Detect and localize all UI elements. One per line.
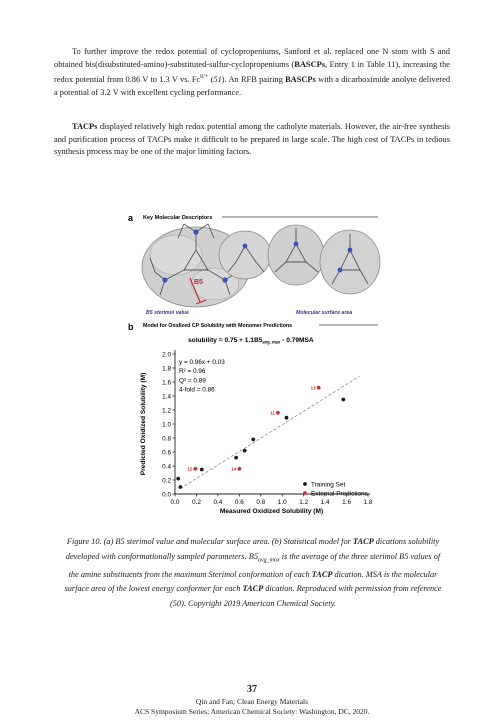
- text-run: , Entry 1 in Table 11), increasing the redox potential from 0.86 V to 1.3 V vs. Fc: [54, 59, 450, 84]
- figure-caption: [62, 535, 444, 612]
- reference: 51: [213, 74, 222, 84]
- legend-training-marker: [303, 482, 307, 486]
- legend-external-marker: [303, 491, 307, 495]
- superscript: 0/+: [200, 74, 209, 81]
- text-run: (: [208, 74, 214, 84]
- y-tick-label: 0.0: [162, 491, 171, 499]
- panel-b-letter: b: [128, 322, 134, 332]
- y-tick-label: 1.0: [162, 421, 171, 429]
- external-point-label: 12: [187, 466, 193, 472]
- training-point: [243, 449, 247, 453]
- legend-training-label: Training Set: [311, 481, 346, 489]
- y-tick-label: 0.4: [162, 463, 171, 471]
- x-axis-label: Measured Oxidized Solubility (M): [219, 508, 324, 515]
- caption-text: dications solubility developed with conformationally sampled parameters. B5: [65, 537, 440, 561]
- footer-publisher: ACS Symposium Series; American Chemical Society: Washington, DC, 2020.: [134, 707, 370, 716]
- x-tick-label: 1.8: [363, 499, 373, 506]
- caption-subscript: avg_max: [257, 557, 280, 564]
- y-tick-label: 1.8: [162, 365, 171, 373]
- surface-area-label: Molecular surface area: [296, 310, 353, 316]
- y-axis-label: Predicted Oxidized Solubility (M): [140, 372, 147, 476]
- external-point-label: 13: [310, 385, 316, 391]
- y-tick-label: 0.2: [162, 477, 171, 485]
- training-point: [178, 485, 182, 489]
- external-point-label: 11: [270, 410, 275, 416]
- caption-reference: 50: [172, 599, 182, 609]
- external-point: [237, 467, 241, 471]
- x-tick-label: 0.0: [170, 499, 180, 506]
- text-run: ). An RFB pairing: [221, 74, 286, 84]
- external-point: [317, 386, 321, 390]
- y-tick-label: 0.6: [162, 449, 171, 457]
- caption-text: dication. MSA is the molecular surface area of the lowest energy conformer for each: [64, 569, 438, 594]
- caption-text: is the average of the three sterimol B5 values of the amine substituents from the maximum Sterimol conformation of each: [68, 551, 441, 579]
- panel-a-letter: a: [128, 213, 134, 223]
- regression-stat-line: R² = 0.96: [179, 368, 206, 376]
- training-point: [285, 416, 289, 420]
- text-run: displayed relatively high redox potential among the catholyte materials. However, the air-free synthesis and purification process of TACPs make it difficult to be prepared in large scale. The high cost of TACPs in tedious synthesis process may be one of the major limiting factors.: [54, 122, 450, 157]
- y-tick-label: 0.8: [162, 435, 171, 443]
- training-point: [176, 477, 180, 481]
- page-number: 37: [247, 684, 257, 695]
- x-tick-label: 0.6: [234, 499, 244, 506]
- y-tick-label: 1.2: [162, 407, 171, 415]
- y-tick-label: 1.6: [162, 379, 171, 387]
- compound-name: BASCPs: [294, 59, 325, 69]
- footer-authors: Qin and Fan; Clean Energy Materials: [195, 697, 309, 706]
- panel-b-title: Model for Oxidized CP Solubility with Monomer Predictions: [143, 323, 293, 329]
- compound-name: TACPs: [72, 122, 98, 131]
- training-point: [200, 468, 204, 472]
- y-tick-label: 1.4: [162, 393, 171, 401]
- text-run: with a dicarboximide anolyte delivered a potential of 3.2 V with excellent cycling performance.: [54, 74, 451, 97]
- y-tick-label: 2.0: [162, 351, 171, 359]
- caption-bold: TACP: [311, 569, 333, 579]
- b5-sterimol-label: B5 sterimol value: [146, 310, 189, 316]
- x-tick-label: 0.8: [256, 499, 266, 506]
- legend-external-label: External Predictions: [311, 490, 368, 498]
- model-equation: solubility = $0.75 + 1.1B5_{avg\_max} - 0.79MSA$: [188, 337, 314, 345]
- regression-stats: [179, 359, 225, 394]
- x-tick-label: 1.2: [299, 499, 309, 506]
- regression-stat-line: Q² = 0.89: [179, 377, 206, 385]
- x-tick-label: 1.0: [277, 499, 287, 506]
- external-point: [193, 467, 197, 471]
- caption-text: ). Copyright 2019 American Chemical Society.: [181, 599, 336, 609]
- training-point: [341, 398, 345, 402]
- caption-text: dication. Reproduced with permission from reference (: [170, 584, 442, 609]
- compound-name: BASCPs: [285, 74, 316, 84]
- x-tick-label: 0.4: [213, 499, 223, 506]
- external-point: [276, 411, 280, 415]
- x-tick-label: 1.4: [320, 499, 330, 506]
- caption-text: Figure 10. (a) B5 sterimol value and molecular surface area. (b) Statistical model for: [66, 537, 353, 546]
- training-point: [234, 456, 238, 460]
- x-tick-label: 1.6: [342, 499, 352, 506]
- regression-stat-line: 4-fold = 0.86: [179, 386, 215, 394]
- caption-bold: TACP: [242, 584, 264, 594]
- b5-tag: B5: [194, 279, 203, 286]
- panel-a-title: Key Molecular Descriptors: [143, 215, 213, 221]
- regression-stat-line: y = 0.96x + 0.03: [179, 359, 225, 366]
- external-point-label: 14: [231, 466, 237, 472]
- chart-legend: [303, 481, 368, 497]
- caption-bold: TACP: [352, 537, 374, 546]
- training-point: [251, 438, 255, 442]
- x-tick-label: 0.2: [191, 499, 201, 506]
- text-run: To further improve the redox potential of cyclopropeniums, Sanford et al. replaced one N stom with S and obtained bis(disubstituted-amino)-substituted-sulfur-cyclopropeniums (: [54, 47, 450, 69]
